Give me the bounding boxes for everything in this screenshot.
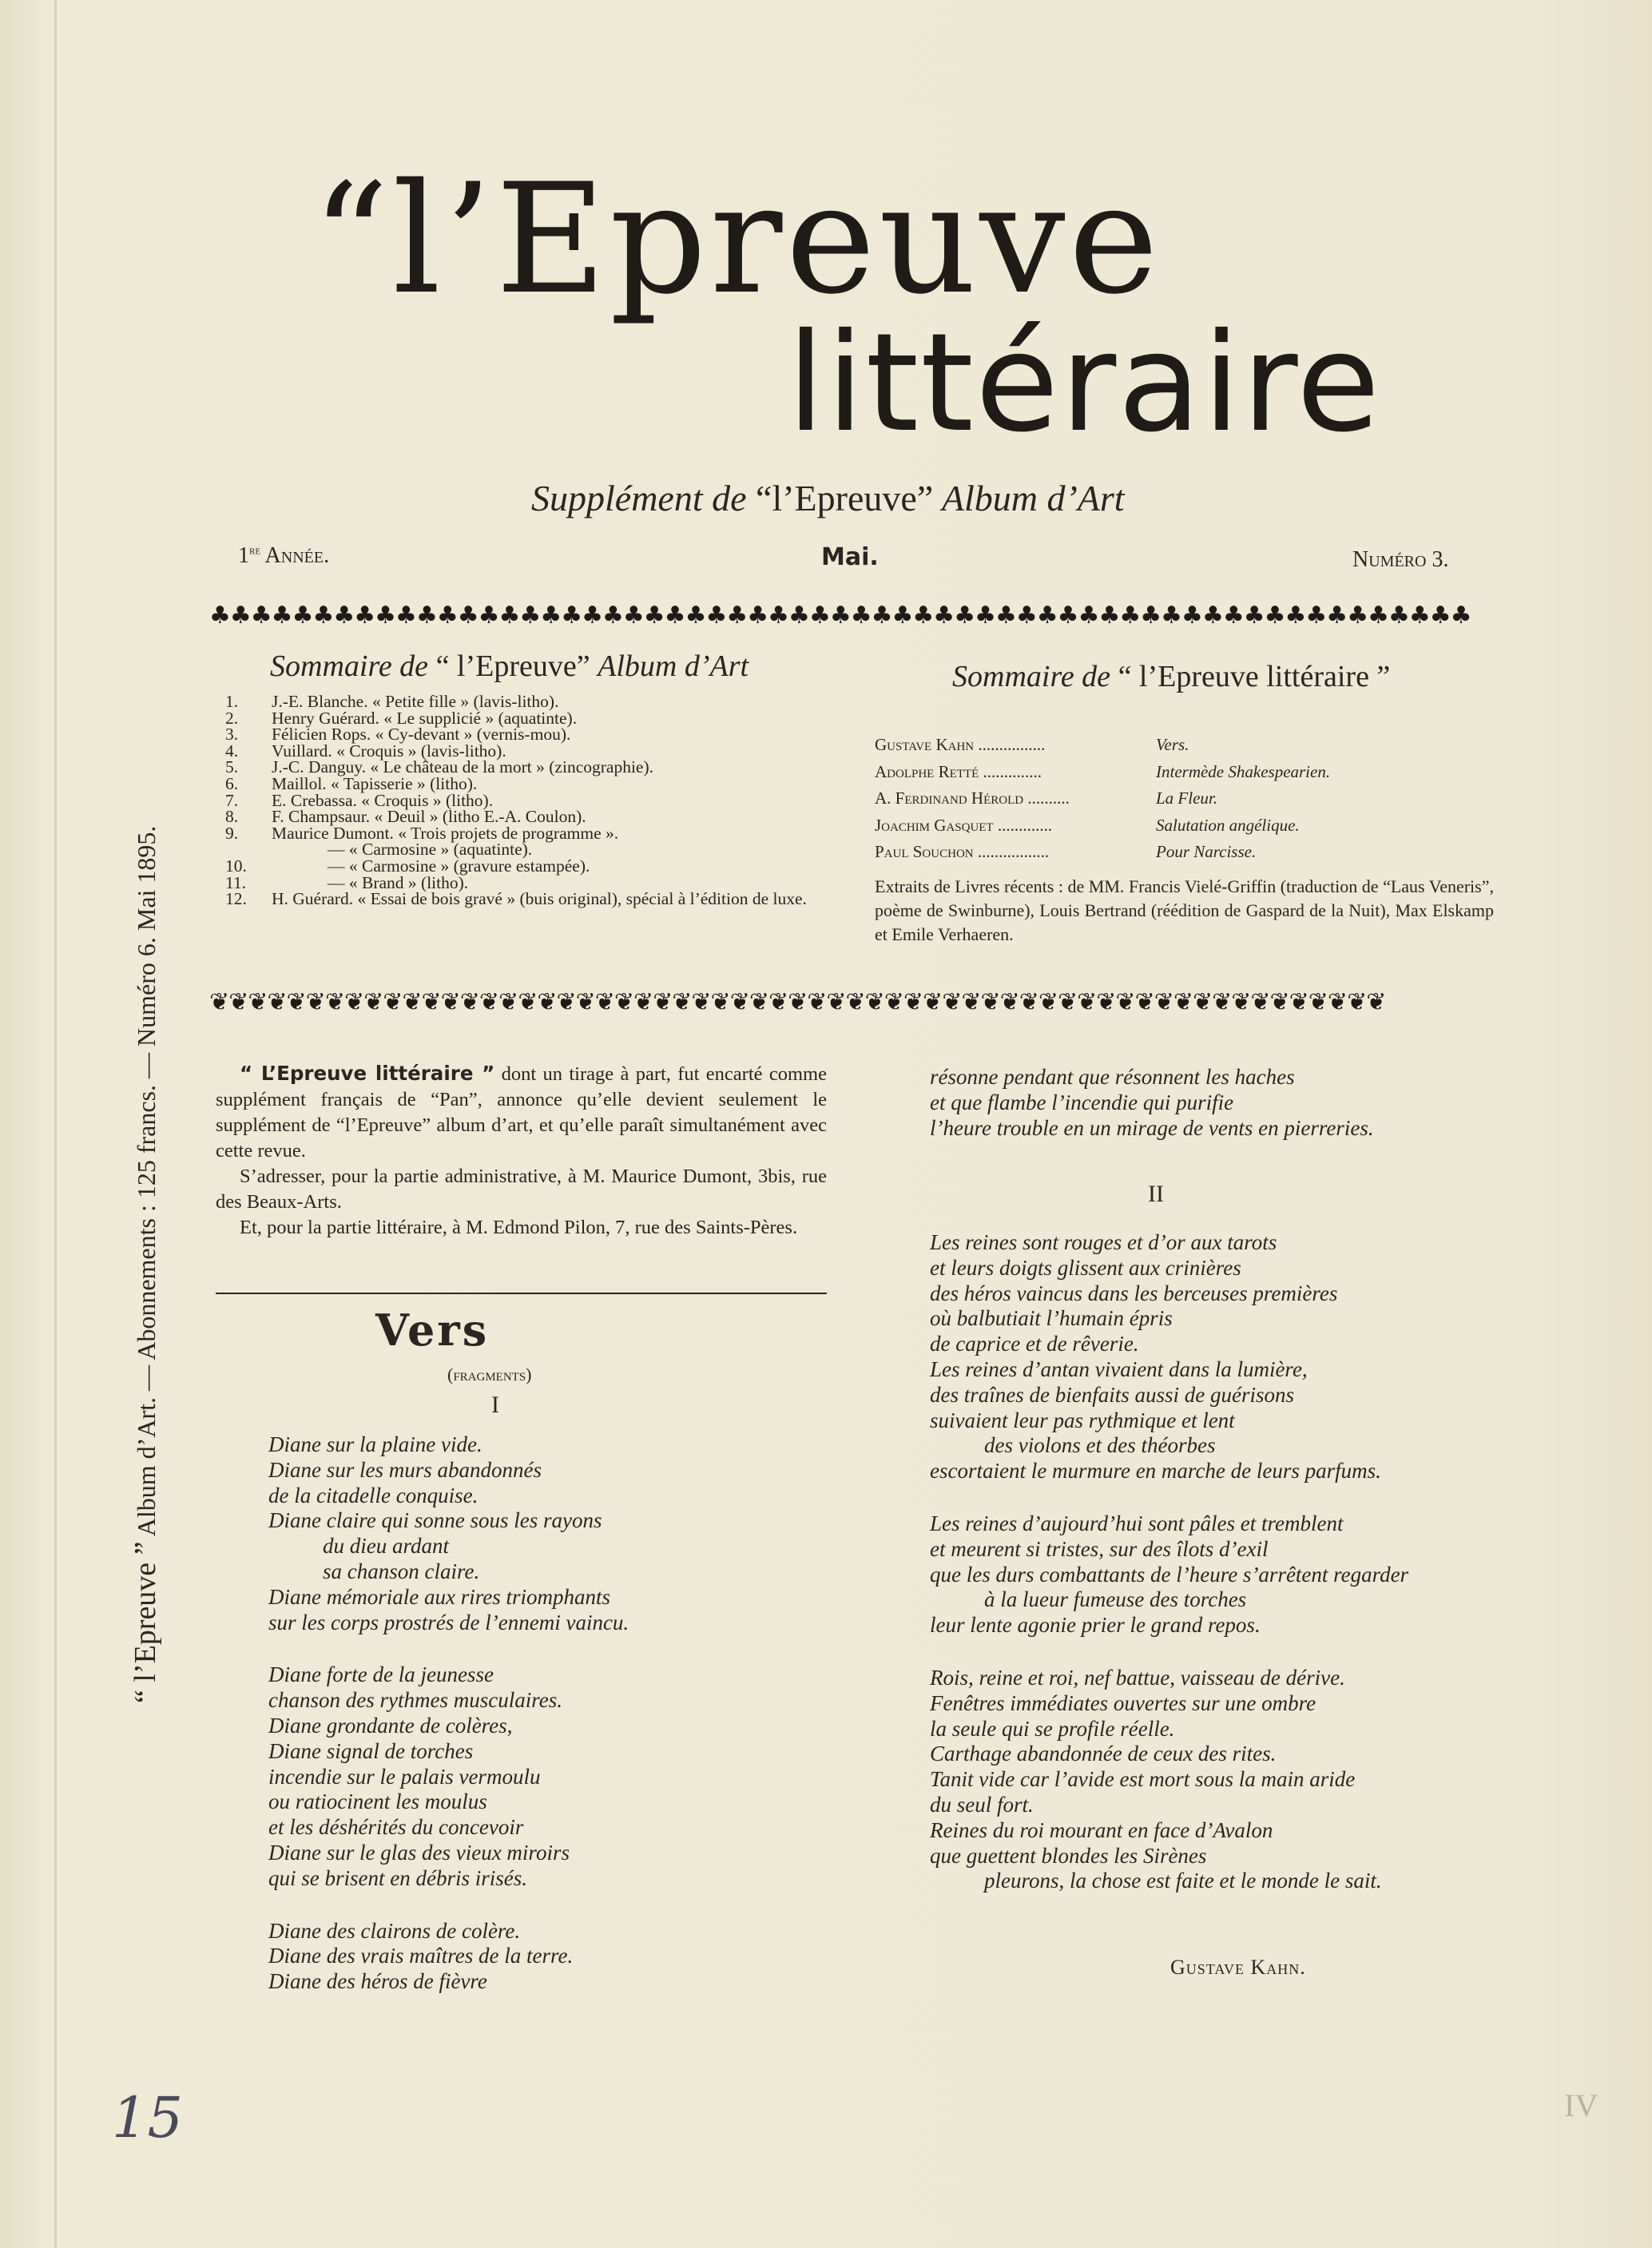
album-item-text: J.-C. Danguy. « Le château de la mort » (zincographie). [272, 757, 653, 777]
album-list-item [225, 841, 832, 858]
album-item-number: 6. [225, 773, 239, 793]
poem-line: des violons et des théorbes [984, 1433, 1216, 1458]
intro-paragraph-3: Et, pour la partie littéraire, à M. Edmond Pilon, 7, rue des Saints-Pères. [240, 1217, 798, 1238]
poem-left-column [268, 1432, 629, 1995]
stanza-gap [268, 1892, 629, 1919]
poem-line: et leurs doigts glissent aux crinières [930, 1255, 1241, 1280]
poem-line: Les reines d’aujourd’hui sont pâles et tremblent [930, 1511, 1344, 1535]
album-item-text: — « Carmosine » (aquatinte). [328, 840, 533, 860]
intro-paragraph-1: “ L’Epreuve littéraire ” dont un tirage à part, fut encarté comme supplément français de “Pan”, annonce qu’elle devient seulement le supplément de “l’Epreuve” album d’art, et qu’elle paraît simultanément avec cette revue. [216, 1062, 827, 1162]
extraits-note: Extraits de Livres récents : de MM. Francis Vielé-Griffin (traduction de “Laus Veneris”, poème de Swinburne), Louis Bertrand (réédition de Gaspard de la Nuit), Max Elskamp et Emile Verhaeren. [875, 876, 1494, 944]
poem-line: Carthage abandonnée de ceux des rites. [930, 1742, 1277, 1766]
poem-line: Diane des vrais maîtres de la terre. [268, 1944, 574, 1968]
poem-line: et les déshérités du concevoir [268, 1815, 524, 1840]
poem-section-2: II [1148, 1181, 1164, 1207]
litteraire-list-item [875, 842, 1330, 869]
poem-line: que guettent blondes les Sirènes [930, 1843, 1207, 1868]
litteraire-author: Gustave Kahn ................ [875, 735, 1046, 754]
litteraire-work: La Fleur. [1156, 788, 1218, 808]
album-list-item [225, 872, 832, 892]
litteraire-list-item [875, 735, 1330, 762]
poem-line: Diane sur les murs abandonnés [268, 1457, 542, 1482]
album-item-text: H. Guérard. « Essai de bois gravé » (buis original), spécial à l’édition de luxe. [272, 889, 807, 909]
album-item-number: 3. [225, 725, 239, 745]
litteraire-author: Adolphe Retté .............. [875, 761, 1042, 781]
album-item-text: Maurice Dumont. « Trois projets de programme ». [272, 823, 619, 843]
album-item-text: Maillol. « Tapisserie » (litho). [272, 773, 478, 793]
poem-line: sur les corps prostrés de l’ennemi vaincu. [268, 1610, 629, 1634]
album-list-item [225, 693, 832, 710]
masthead-line2: littéraire [787, 304, 1382, 463]
poem-line: Diane des héros de fièvre [268, 1969, 487, 1994]
litteraire-list-item [875, 816, 1330, 843]
album-list-item [225, 808, 832, 825]
sommaire-album-title: Sommaire de “ l’Epreuve” Album d’Art [270, 649, 749, 683]
poem-line: de caprice et de rêverie. [930, 1332, 1139, 1356]
poem-line: incendie sur le palais vermoulu [268, 1764, 541, 1789]
issue-month: Mai. [821, 543, 879, 571]
issue-number: Numéro 3. [1352, 547, 1449, 572]
poem-line: du seul fort. [930, 1792, 1034, 1817]
album-list-item [225, 825, 832, 842]
litteraire-author: A. Ferdinand Hérold .......... [875, 788, 1070, 808]
ornament-band-bottom: ❦❦❦❦❦❦❦❦❦❦❦❦❦❦❦❦❦❦❦❦❦❦❦❦❦❦❦❦❦❦❦❦❦❦❦❦❦❦❦❦❦❦❦❦❦❦❦❦❦❦❦❦❦❦❦❦❦❦❦❦❦ [209, 989, 1386, 1016]
album-item-number: 11. [225, 872, 247, 892]
poem-line: des traînes de bienfaits aussi de guérisons [930, 1382, 1294, 1407]
album-item-number: 4. [225, 741, 239, 761]
page-stamp: IV [1564, 2087, 1598, 2123]
album-list-item [225, 891, 832, 908]
sommaire-litteraire-title: Sommaire de “ l’Epreuve littéraire ” [952, 660, 1391, 693]
poem-fragments-label: (fragments) [447, 1364, 532, 1384]
album-list-item [225, 726, 832, 743]
album-item-text: — « Brand » (litho). [328, 872, 469, 892]
album-item-number: 7. [225, 790, 239, 810]
album-item-number: 1. [225, 692, 239, 711]
poem-line: Diane claire qui sonne sous les rayons [268, 1508, 602, 1533]
poem-signature: Gustave Kahn. [1170, 1956, 1306, 1979]
album-item-number: 9. [225, 823, 239, 843]
poem-line: de la citadelle conquise. [268, 1483, 479, 1507]
divider-rule [216, 1293, 827, 1294]
poem-title: Vers [375, 1305, 490, 1356]
masthead-line1: “l’Epreuve [312, 151, 1162, 328]
album-item-text: Henry Guérard. « Le supplicié » (aquatinte). [272, 708, 578, 728]
poem-line: Diane sur la plaine vide. [268, 1432, 482, 1456]
litteraire-work: Intermède Shakespearien. [1156, 761, 1331, 781]
intro-notice [216, 1061, 827, 1241]
poem-line: à la lueur fumeuse des torches [984, 1587, 1247, 1612]
subtitle-supplement: Supplément de [531, 478, 747, 518]
album-item-text: J.-E. Blanche. « Petite fille » (lavis-litho). [272, 692, 559, 711]
poem-line: Diane mémoriale aux rires triomphants [268, 1584, 610, 1609]
issue-year: 1re Année. [238, 543, 330, 568]
poem-line: leur lente agonie prier le grand repos. [930, 1613, 1261, 1638]
poem-line: pleurons, la chose est faite et le monde le sait. [984, 1869, 1382, 1893]
poem-section-1: I [491, 1392, 499, 1418]
album-list-item [225, 743, 832, 760]
album-item-number: 10. [225, 856, 247, 876]
ornament-band-top: ♣♣♣♣♣♣♣♣♣♣♣♣♣♣♣♣♣♣♣♣♣♣♣♣♣♣♣♣♣♣♣♣♣♣♣♣♣♣♣♣♣♣♣♣♣♣♣♣♣♣♣♣♣♣♣♣♣♣♣♣♣ [209, 602, 1471, 630]
litteraire-work: Salutation angélique. [1156, 815, 1300, 835]
sommaire-litteraire-list [875, 735, 1330, 869]
poem-right-top [930, 1065, 1374, 1141]
poem-line: Diane signal de torches [268, 1738, 474, 1763]
subtitle-quote: “l’Epreuve” [756, 478, 934, 518]
litteraire-work: Vers. [1156, 735, 1189, 754]
album-item-number: 2. [225, 708, 239, 728]
poem-line: sa chanson claire. [323, 1559, 480, 1583]
handwritten-mark: 15 [112, 2085, 184, 2151]
album-list-item [225, 858, 832, 875]
poem-line: ou ratiocinent les moulus [268, 1789, 487, 1814]
subtitle [531, 477, 1125, 519]
stanza-gap [930, 1484, 1408, 1511]
poem-right-column [930, 1230, 1408, 1894]
poem-line: Tanit vide car l’avide est mort sous la main aride [930, 1767, 1356, 1792]
poem-line: Reines du roi mourant en face d’Avalon [930, 1817, 1273, 1842]
stanza-gap [268, 1635, 629, 1662]
poem-line: Les reines d’antan vivaient dans la lumière, [930, 1356, 1308, 1381]
poem-line: des héros vaincus dans les berceuses premières [930, 1281, 1338, 1305]
sommaire-album-list [225, 693, 832, 908]
poem-line: chanson des rythmes musculaires. [268, 1688, 562, 1713]
poem-line: suivaient leur pas rythmique et lent [930, 1408, 1235, 1432]
poem-line: Les reines sont rouges et d’or aux tarots [930, 1230, 1277, 1254]
poem-line: Diane grondante de colères, [268, 1713, 513, 1738]
poem-line: que les durs combattants de l’heure s’arrêtent regarder [930, 1562, 1409, 1587]
litteraire-work: Pour Narcisse. [1156, 842, 1257, 861]
intro-paragraph-2: S’adresser, pour la partie administrative, à M. Maurice Dumont, 3bis, rue des Beaux-Arts. [216, 1166, 827, 1213]
poem-line: Rois, reine et roi, nef battue, vaisseau de dérive. [930, 1665, 1345, 1690]
poem-line: l’heure trouble en un mirage de vents en pierreries. [930, 1115, 1374, 1140]
album-item-text: F. Champsaur. « Deuil » (litho E.-A. Coulon). [272, 807, 586, 827]
poem-line: où balbutiait l’humain épris [930, 1306, 1173, 1331]
stanza-gap [930, 1638, 1408, 1666]
litteraire-author: Joachim Gasquet ............. [875, 815, 1053, 835]
album-list-item [225, 792, 832, 809]
litteraire-list-item [875, 762, 1330, 789]
album-item-number: 5. [225, 757, 239, 777]
poem-line: Diane sur le glas des vieux miroirs [268, 1840, 570, 1865]
poem-line: et que flambe l’incendie qui purifie [930, 1090, 1234, 1114]
album-item-number: 12. [225, 889, 247, 909]
poem-line: escortaient le murmure en marche de leurs parfums. [930, 1459, 1381, 1483]
album-list-item [225, 759, 832, 776]
album-list-item [225, 710, 832, 727]
binding-fold [54, 0, 57, 2248]
litteraire-author: Paul Souchon ................. [875, 842, 1050, 861]
spine-text: “ l’Epreuve ” Album d’Art. — Abonnements : 125 francs. — Numéro 6. Mai 1895. [129, 825, 162, 1703]
album-item-text: E. Crebassa. « Croquis » (litho). [272, 790, 494, 810]
poem-line: Fenêtres immédiates ouvertes sur une ombre [930, 1690, 1316, 1715]
poem-line: Diane des clairons de colère. [268, 1918, 521, 1943]
album-item-number [225, 841, 272, 858]
album-list-item [225, 773, 832, 793]
poem-line: du dieu ardant [323, 1534, 449, 1559]
poem-line: résonne pendant que résonnent les haches [930, 1065, 1295, 1089]
subtitle-album: Album d’Art [941, 478, 1125, 518]
poem-line: Diane forte de la jeunesse [268, 1662, 494, 1687]
album-item-number: 8. [225, 807, 239, 827]
litteraire-list-item [875, 788, 1330, 816]
poem-line: la seule qui se profile réelle. [930, 1716, 1175, 1741]
album-item-text: — « Carmosine » (gravure estampée). [328, 856, 590, 876]
album-item-text: Félicien Rops. « Cy-devant » (vernis-mou). [272, 725, 571, 745]
album-item-text: Vuillard. « Croquis » (lavis-litho). [272, 741, 506, 761]
poem-line: et meurent si tristes, sur des îlots d’exil [930, 1536, 1269, 1561]
poem-line: qui se brisent en débris irisés. [268, 1865, 527, 1890]
